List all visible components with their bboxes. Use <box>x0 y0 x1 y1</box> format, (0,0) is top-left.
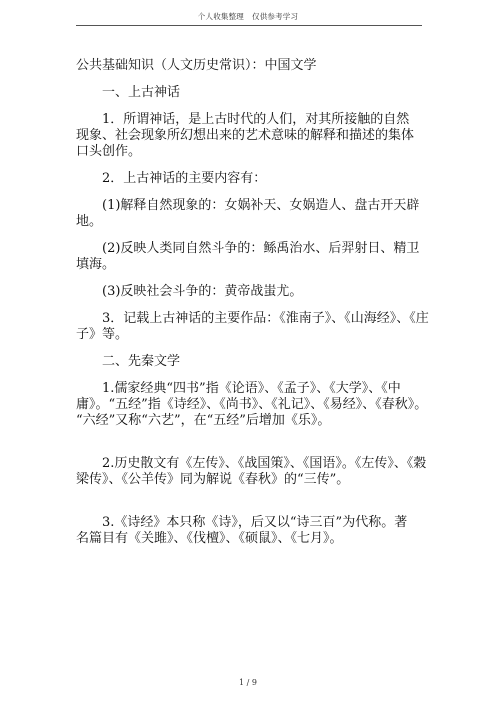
list-item: (1)解释自然现象的：女娲补天、女娲造人、盘古开天辟 <box>102 198 420 213</box>
blank-line <box>76 429 422 445</box>
paragraph-line: 2.历史散文有《左传》、《战国策》、《国语》。《左传》、《穀 <box>102 456 427 471</box>
list-item: (2)反映人类同自然斗争的：鲧禹治水、后羿射日、精卫 <box>102 241 420 256</box>
list-item-continuation: 地。 <box>76 214 103 229</box>
section-heading-pre-qin: 二、先秦文学 <box>102 354 181 369</box>
paragraph-line: 子》等。 <box>76 327 129 342</box>
document-title: 公共基础知识（人文历史常识）：中国文学 <box>76 58 317 73</box>
paragraph-line <box>76 144 422 160</box>
paragraph-line-text: 梁传》、《公羊传》同为解说《春秋》的“三传”。 <box>76 472 350 487</box>
blank-line <box>76 488 422 504</box>
paragraph-line <box>76 413 422 429</box>
paragraph-line: 3.《诗经》本只称《诗》，后又以“诗三百”为代称。著 <box>102 515 408 530</box>
paragraph-line-text: “六经”又称“六艺”，在“五经”后增加《乐》。 <box>76 413 331 428</box>
paragraph-line: 庸》。“五经”指《诗经》、《尚书》、《礼记》、《易经》、《春秋》。 <box>76 397 428 412</box>
list-item: (3)反映社会斗争的：黄帝战蚩尤。 <box>102 284 303 299</box>
list-heading: 2．上古神话的主要内容有： <box>102 171 267 186</box>
paragraph-line: 现象、社会现象所幻想出来的艺术意味的解释和描述的集体 <box>76 128 415 143</box>
paragraph-line: 1.儒家经典“四书”指《论语》、《孟子》、《大学》、《中 <box>102 381 401 396</box>
paragraph-line: 名篇目有《关雎》、《伐檀》、《硕鼠》、《七月》。 <box>76 531 343 546</box>
paragraph-line-text: 口头创作。 <box>76 144 142 159</box>
paragraph-line: 1．所谓神话，是上古时代的人们，对其所接触的自然 <box>102 112 410 127</box>
header-right-text: 仅供参考学习 <box>252 12 299 21</box>
paragraph-line: 3．记载上古神话的主要作品：《淮南子》、《山海经》、《庄 <box>102 311 429 326</box>
list-item-continuation: 填海。 <box>76 257 116 272</box>
section-heading-myths: 一、上古神话 <box>102 85 181 100</box>
page-number: 1 / 9 <box>239 678 257 687</box>
header-rule <box>76 25 422 26</box>
header-left-text: 个人收集整理 <box>197 12 244 21</box>
document-body <box>76 58 429 547</box>
paragraph-line <box>76 472 422 488</box>
page-header <box>0 11 496 22</box>
